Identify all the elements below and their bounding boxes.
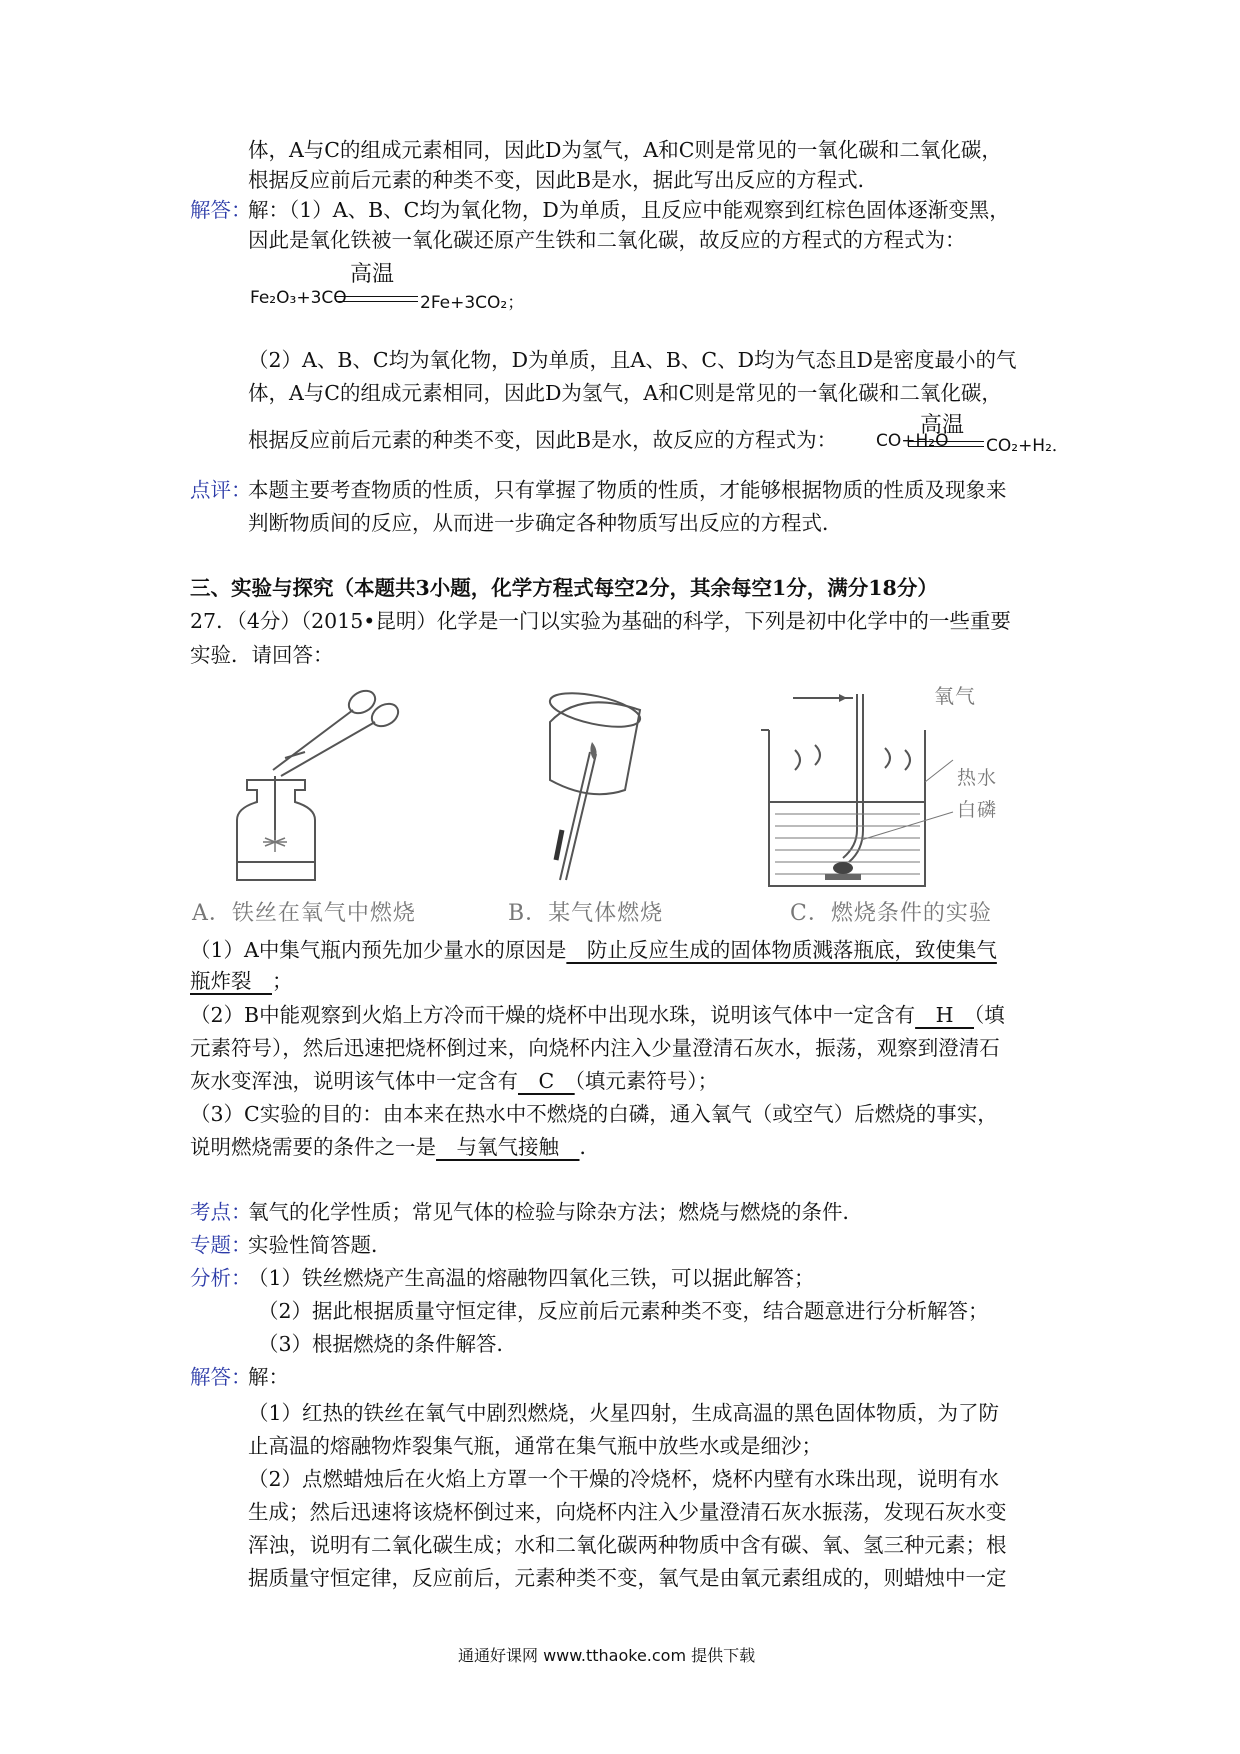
footer-text: 通通好课网 www.tthaoke.com 提供下载 — [458, 1646, 756, 1665]
fenxi-text: （2）据此根据质量守恒定律，反应前后元素种类不变，结合题意进行分析解答； — [258, 1299, 989, 1323]
equation-left: Fe₂O₃+3CO — [250, 288, 347, 308]
text-line: 浑浊，说明有二氧化碳生成；水和二氧化碳两种物质中含有碳、氧、氢三种元素；根 — [248, 1533, 1007, 1557]
jieda-label: 解答： — [190, 1365, 252, 1389]
kaodian-text: 氧气的化学性质；常见气体的检验与除杂方法；燃烧与燃烧的条件． — [248, 1200, 863, 1224]
text-line: （2）点燃蜡烛后在火焰上方罩一个干燥的冷烧杯，烧杯内壁有水珠出现，说明有水 — [248, 1467, 1000, 1491]
fenxi-text: （1）铁丝燃烧产生高温的熔融物四氧化三铁，可以据此解答； — [248, 1266, 815, 1290]
text-line: 本题主要考查物质的性质，只有掌握了物质的性质，才能够根据物质的性质及现象来 — [248, 478, 1007, 502]
answer-label: 解答： — [190, 198, 252, 222]
jieda-text: 解： — [248, 1365, 289, 1389]
section-heading: 三、实验与探究（本题共3小题，化学方程式每空2分，其余每空1分，满分18分） — [190, 576, 938, 600]
text-line: 根据反应前后元素的种类不变，因此B是水，故反应的方程式为： — [248, 428, 838, 452]
question-text: 灰水变浑浊，说明该气体中一定含有 — [190, 1069, 518, 1093]
question-text: ； — [272, 969, 293, 993]
question-text: （1）A中集气瓶内预先加少量水的原因是 — [190, 938, 567, 962]
text-line: 判断物质间的反应，从而进一步确定各种物质写出反应的方程式． — [248, 511, 843, 535]
question-line: （3）C实验的目的：由本来在热水中不燃烧的白磷，通入氧气（或空气）后燃烧的事实， — [190, 1102, 998, 1126]
text-line: 因此是氧化铁被一氧化碳还原产生铁和二氧化碳，故反应的方程式的方程式为： — [248, 228, 966, 252]
equation-double-line — [336, 296, 418, 302]
caption-b: B．某气体燃烧 — [508, 901, 664, 926]
figure-c-combustion-conditions — [735, 690, 1035, 895]
question-text: （填 — [974, 1003, 1005, 1027]
question-text: （2）B中能观察到火焰上方冷而干燥的烧杯中出现水珠，说明该气体中一定含有 — [190, 1003, 916, 1027]
question-text: 说明燃烧需要的条件之一是 — [190, 1135, 436, 1159]
text-line: 据质量守恒定律，反应前后，元素种类不变，氧气是由氧元素组成的，则蜡烛中一定 — [248, 1566, 1007, 1590]
figure-a-iron-burning — [225, 680, 465, 890]
question-line — [190, 1000, 1005, 1030]
text-line: 体，A与C的组成元素相同，因此D为氢气，A和C则是常见的一氧化碳和二氧化碳， — [248, 138, 1002, 162]
figure-label-oxygen: 氧气 — [934, 684, 976, 708]
text-line: 止高温的熔融物炸裂集气瓶，通常在集气瓶中放些水或是细沙； — [248, 1434, 822, 1458]
answer-blank: 与氧气接触 — [436, 1135, 580, 1159]
text-line: 解：（1）A、B、C均为氧化物，D为单质，且反应中能观察到红棕色固体逐渐变黑， — [248, 198, 1010, 222]
review-label: 点评： — [190, 478, 252, 502]
text-line: 根据反应前后元素的种类不变，因此B是水，据此写出反应的方程式． — [248, 168, 879, 192]
question-stem: 实验．请回答： — [190, 643, 334, 667]
question-text: （填元素符号）； — [574, 1069, 719, 1093]
caption-a: A．铁丝在氧气中燃烧 — [192, 901, 416, 926]
equation-condition: 高温 — [350, 262, 395, 287]
question-line — [190, 1066, 718, 1096]
kaodian-label: 考点： — [190, 1200, 252, 1224]
fenxi-label: 分析： — [190, 1266, 252, 1290]
equation-left: CO+H₂O — [876, 431, 949, 451]
figure-b-gas-burning — [520, 680, 720, 890]
figure-label-white-phosphorus: 白磷 — [957, 799, 998, 821]
question-line: 元素符号），然后迅速把烧杯倒过来，向烧杯内注入少量澄清石灰水，振荡，观察到澄清石 — [190, 1036, 1000, 1060]
zhuanti-label: 专题： — [190, 1233, 252, 1257]
equation-double-line — [908, 441, 984, 447]
text-line: 体，A与C的组成元素相同，因此D为氢气，A和C则是常见的一氧化碳和二氧化碳， — [248, 381, 1002, 405]
text-line: （1）红热的铁丝在氧气中剧烈燃烧，火星四射，生成高温的黑色固体物质，为了防 — [248, 1401, 1000, 1425]
question-line — [190, 935, 997, 965]
equation-right: 2Fe+3CO₂； — [420, 293, 525, 313]
answer-blank: H — [915, 1003, 974, 1027]
answer-blank: 防止反应生成的固体物质溅落瓶底，致使集气 — [566, 938, 997, 962]
caption-c: C．燃烧条件的实验 — [790, 901, 992, 926]
fenxi-text: （3）根据燃烧的条件解答． — [258, 1332, 518, 1356]
answer-blank: 瓶炸裂 — [190, 969, 272, 993]
answer-blank: C — [518, 1069, 575, 1093]
figure-label-hot-water: 热水 — [957, 767, 998, 789]
equation-condition: 高温 — [920, 413, 965, 438]
text-line: 生成；然后迅速将该烧杯倒过来，向烧杯内注入少量澄清石灰水振荡，发现石灰水变 — [248, 1500, 1007, 1524]
text-line: （2）A、B、C均为氧化物，D为单质，且A、B、C、D均为气态且D是密度最小的气 — [248, 348, 1017, 372]
question-text: ． — [579, 1135, 600, 1159]
zhuanti-text: 实验性简答题． — [248, 1233, 392, 1257]
question-line — [190, 966, 293, 996]
question-stem: 27．（4分）（2015•昆明）化学是一门以实验为基础的科学，下列是初中化学中的一些重要 — [190, 609, 1011, 633]
equation-right: CO₂+H₂． — [986, 436, 1069, 456]
question-line — [190, 1132, 600, 1162]
